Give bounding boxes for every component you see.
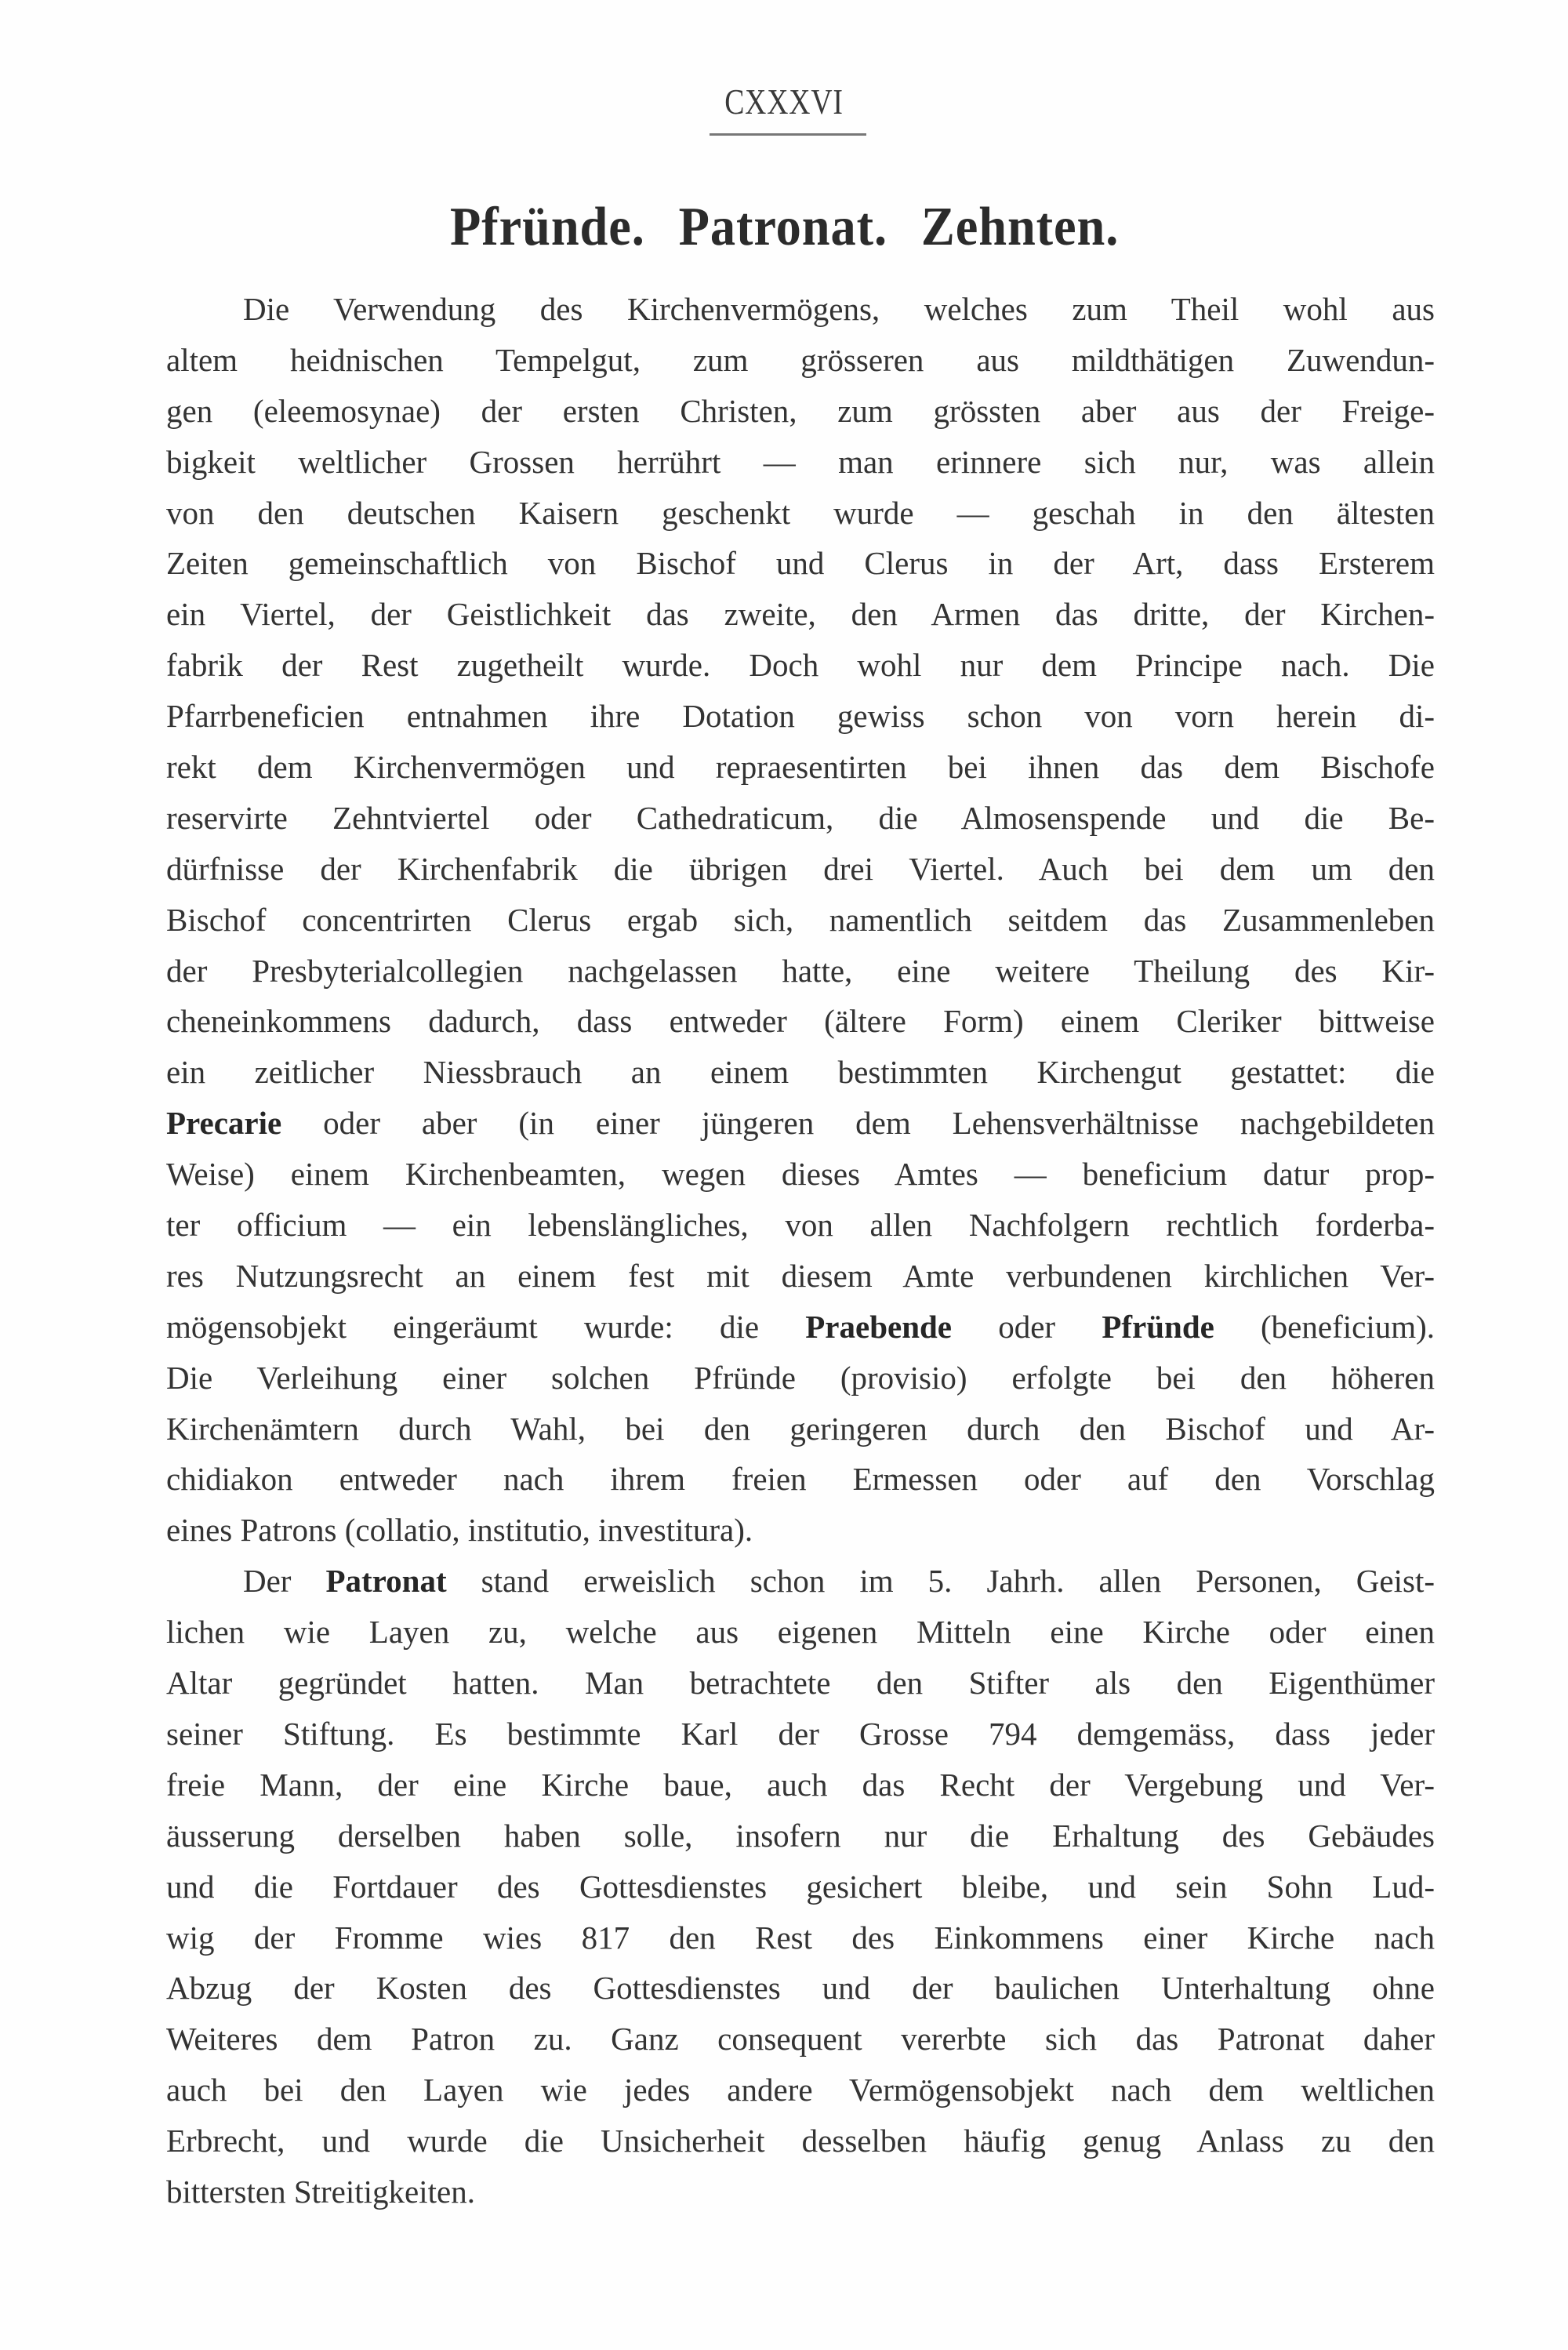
text-run: ter officium — ein lebenslängliches, von allen Nachfolgern rechtlich forderba- xyxy=(166,1207,1435,1244)
text-run: der Presbyterialcollegien nachgelassen hatte, eine weitere Theilung des Kir- xyxy=(166,952,1435,989)
text-line xyxy=(166,1861,1435,1912)
text-line xyxy=(166,437,1435,488)
text-line xyxy=(166,538,1435,589)
text-run: Kirchenämtern durch Wahl, bei den geringeren durch den Bischof und Ar- xyxy=(166,1410,1435,1447)
text-run: Erbrecht, und wurde die Unsicherheit desselben häufig genug Anlass zu den xyxy=(166,2123,1435,2159)
text-line xyxy=(166,386,1435,437)
text-run: Bischof concentrirten Clerus ergab sich, namentlich seitdem das Zusammenleben xyxy=(166,901,1435,938)
text-line xyxy=(166,2116,1435,2167)
text-line xyxy=(166,742,1435,793)
text-run: stand erweislich schon im 5. Jahrh. allen Personen, Geist- xyxy=(446,1563,1435,1600)
body-text xyxy=(166,284,1435,2217)
text-run: rekt dem Kirchenvermögen und repraesentirten bei ihnen das dem Bischofe xyxy=(166,749,1435,786)
text-line xyxy=(166,1353,1435,1404)
text-line xyxy=(166,1658,1435,1709)
text-run: ein Viertel, der Geistlichkeit das zweite, den Armen das dritte, der Kirchen- xyxy=(166,596,1435,633)
text-run: von den deutschen Kaisern geschenkt wurde — geschah in den ältesten xyxy=(166,494,1435,531)
text-run: Altar gegründet hatten. Man betrachtete den Stifter als den Eigenthümer xyxy=(166,1665,1435,1702)
title-part-pfruende: Pfründe. xyxy=(449,197,645,257)
title-part-patronat: Patronat. xyxy=(678,197,888,257)
text-run: Zeiten gemeinschaftlich von Bischof und Clerus in der Art, dass Ersterem xyxy=(166,545,1435,582)
text-run: Abzug der Kosten des Gottesdienstes und der baulichen Unterhaltung ohne xyxy=(166,1970,1435,2007)
text-run: bittersten Streitigkeiten. xyxy=(166,2173,475,2210)
text-line xyxy=(166,1963,1435,2014)
text-run: und die Fortdauer des Gottesdienstes gesichert bleibe, und sein Sohn Lud- xyxy=(166,1868,1435,1905)
text-line xyxy=(166,844,1435,895)
text-run: lichen wie Layen zu, welche aus eigenen Mitteln eine Kirche oder einen xyxy=(166,1614,1435,1651)
text-run: Der xyxy=(243,1563,326,1600)
text-line xyxy=(166,1251,1435,1302)
text-run: ein zeitlicher Niessbrauch an einem bestimmten Kirchengut gestattet: die xyxy=(166,1054,1435,1091)
text-line xyxy=(166,895,1435,946)
text-run: Weiteres dem Patron zu. Ganz consequent vererbte sich das Patronat daher xyxy=(166,2021,1435,2058)
page-number-rule xyxy=(710,133,866,136)
text-line xyxy=(166,284,1435,335)
text-line xyxy=(166,1149,1435,1200)
text-line xyxy=(166,1709,1435,1760)
text-line xyxy=(166,2065,1435,2116)
section-title xyxy=(64,196,1506,259)
text-run: seiner Stiftung. Es bestimmte Karl der Grosse 794 demgemäss, dass jeder xyxy=(166,1715,1435,1752)
bold-term: Praebende xyxy=(805,1308,953,1345)
page-number: CXXXVI xyxy=(724,82,844,122)
text-run: oder xyxy=(952,1308,1102,1345)
text-line xyxy=(166,1760,1435,1811)
text-line xyxy=(166,1556,1435,1607)
text-run: eines Patrons (collatio, institutio, investitura). xyxy=(166,1512,753,1549)
text-run: (beneficium). xyxy=(1214,1308,1436,1345)
bold-term: Pfründe xyxy=(1102,1308,1214,1345)
text-line xyxy=(166,1047,1435,1098)
text-line xyxy=(166,335,1435,386)
text-line xyxy=(166,1200,1435,1251)
text-run: auch bei den Layen wie jedes andere Vermögensobjekt nach dem weltlichen xyxy=(166,2072,1435,2108)
text-run: chidiakon entweder nach ihrem freien Ermessen oder auf den Vorschlag xyxy=(166,1461,1435,1498)
text-run: bigkeit weltlicher Grossen herrührt — man erinnere sich nur, was allein xyxy=(166,443,1435,480)
text-line xyxy=(166,1404,1435,1455)
text-run: Weise) einem Kirchenbeamten, wegen dieses Amtes — beneficium datur prop- xyxy=(166,1156,1435,1193)
text-line xyxy=(166,996,1435,1047)
bold-term: Patronat xyxy=(325,1563,447,1600)
text-line xyxy=(166,1302,1435,1353)
text-run: altem heidnischen Tempelgut, zum grösseren aus mildthätigen Zuwendun- xyxy=(166,341,1435,378)
text-run: res Nutzungsrecht an einem fest mit diesem Amte verbundenen kirchlichen Ver- xyxy=(166,1257,1435,1294)
text-run: gen (eleemosynae) der ersten Christen, zum grössten aber aus der Freige- xyxy=(166,392,1435,429)
text-line xyxy=(166,946,1435,997)
text-line xyxy=(166,1607,1435,1658)
text-line xyxy=(166,589,1435,640)
text-line xyxy=(166,793,1435,844)
text-run: wig der Fromme wies 817 den Rest des Einkommens einer Kirche nach xyxy=(166,1919,1435,1956)
text-run: Die Verleihung einer solchen Pfründe (provisio) erfolgte bei den höheren xyxy=(166,1359,1435,1396)
title-part-zehnten: Zehnten. xyxy=(920,197,1120,257)
text-line xyxy=(166,2014,1435,2065)
text-run: Die Verwendung des Kirchenvermögens, welches zum Theil wohl aus xyxy=(243,291,1435,327)
text-line xyxy=(166,1098,1435,1149)
text-run: äusserung derselben haben solle, insofern nur die Erhaltung des Gebäudes xyxy=(166,1817,1435,1854)
text-line xyxy=(166,691,1435,742)
text-line xyxy=(166,1454,1435,1505)
text-run: reservirte Zehntviertel oder Cathedraticum, die Almosenspende und die Be- xyxy=(166,799,1435,836)
text-line xyxy=(166,2167,1435,2217)
text-run: mögensobjekt eingeräumt wurde: die xyxy=(166,1308,806,1345)
text-line xyxy=(166,488,1435,539)
text-line xyxy=(166,1811,1435,1861)
text-run: oder aber (in einer jüngeren dem Lehensverhältnisse nachgebildeten xyxy=(281,1105,1435,1142)
text-run: Pfarrbeneficien entnahmen ihre Dotation gewiss schon von vorn herein di- xyxy=(166,698,1435,735)
text-run: dürfnisse der Kirchenfabrik die übrigen drei Viertel. Auch bei dem um den xyxy=(166,850,1435,887)
text-run: fabrik der Rest zugetheilt wurde. Doch wohl nur dem Principe nach. Die xyxy=(166,647,1435,684)
text-run: freie Mann, der eine Kirche baue, auch das Recht der Vergebung und Ver- xyxy=(166,1766,1435,1803)
text-run: cheneinkommens dadurch, dass entweder (ältere Form) einem Cleriker bittweise xyxy=(166,1003,1435,1040)
bold-term: Precarie xyxy=(166,1105,282,1142)
text-line xyxy=(166,1912,1435,1963)
text-line xyxy=(166,1505,1435,1556)
text-line xyxy=(166,640,1435,691)
